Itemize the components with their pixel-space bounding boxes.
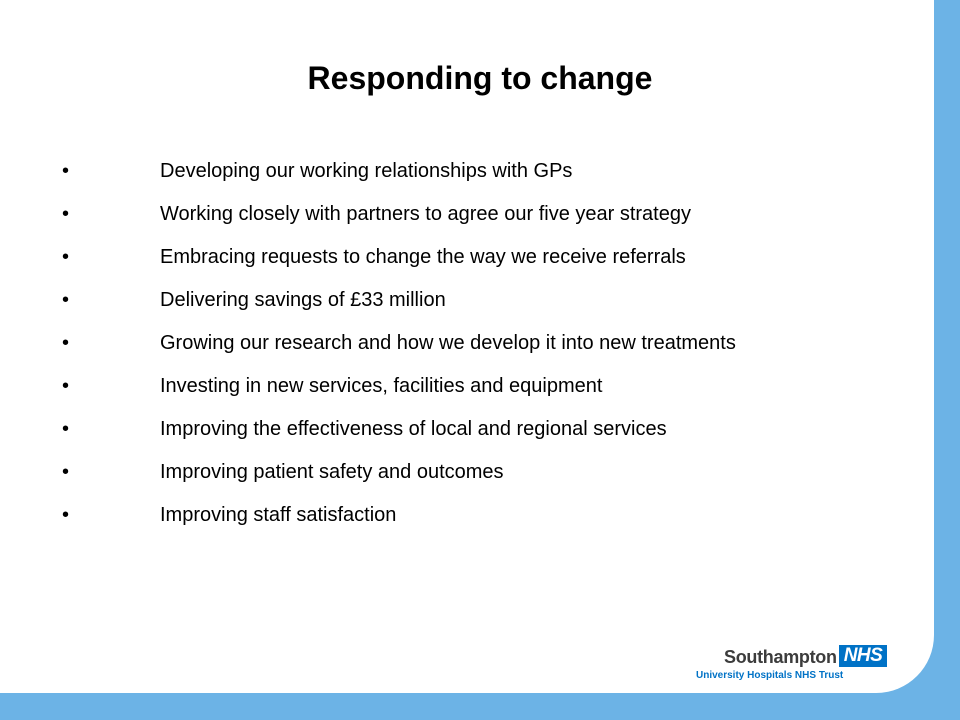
bullet-point: • — [62, 461, 70, 483]
slide-title: Responding to change — [307, 60, 653, 96]
bullet-text: Investing in new services, facilities and equipment — [160, 375, 603, 397]
bullet-point: • — [62, 160, 70, 182]
bullet-point: • — [62, 289, 70, 311]
bullet-text: Growing our research and how we develop it into new treatments — [160, 332, 736, 354]
bullet-text: Delivering savings of £33 million — [160, 289, 446, 311]
bullet-text: Improving the effectiveness of local and regional services — [160, 418, 667, 440]
logo-subtitle: University Hospitals NHS Trust — [696, 670, 844, 681]
bullet-point: • — [62, 246, 70, 268]
bullet-text: Embracing requests to change the way we receive referrals — [160, 246, 686, 268]
bullet-point: • — [62, 332, 70, 354]
nhs-trust-logo — [696, 644, 892, 684]
bullet-point: • — [62, 375, 70, 397]
bullet-text: Improving staff satisfaction — [160, 504, 397, 526]
bullet-text: Developing our working relationships with GPs — [160, 160, 573, 182]
logo-name: Southampton — [724, 647, 837, 667]
bullet-point: • — [62, 504, 70, 526]
bullet-text: Improving patient safety and outcomes — [160, 461, 504, 483]
bullet-point: • — [62, 203, 70, 225]
bullet-point: • — [62, 418, 70, 440]
nhs-badge: NHS — [839, 645, 887, 667]
bullet-text: Working closely with partners to agree our five year strategy — [160, 203, 691, 225]
